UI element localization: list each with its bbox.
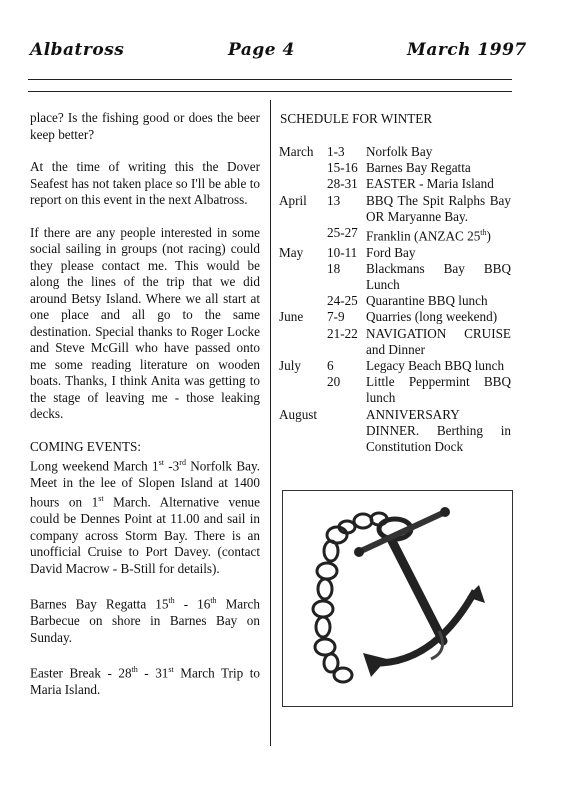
schedule-row [279, 176, 511, 192]
schedule-event: Norfolk Bay [366, 144, 433, 159]
schedule-month: June [279, 309, 304, 325]
page-number: Page 4 [228, 40, 295, 60]
schedule-dates: 6 [327, 358, 334, 374]
schedule-dates: 7-9 [327, 309, 345, 325]
schedule-event: ANNIVERSARY DINNER. Berthing in Constitution Dock [366, 406, 511, 455]
schedule-event: BBQ The Spit Ralphs Bay OR Maryanne Bay. [366, 192, 511, 224]
paragraph-barnes-bay: Barnes Bay Regatta 15th - 16th March Barbecue on shore in Barnes Bay on Sunday. [30, 596, 260, 645]
schedule-dates: 25-27 [327, 225, 358, 241]
anchor-icon [283, 491, 512, 706]
schedule-dates: 28-31 [327, 176, 358, 192]
schedule-month [279, 374, 327, 406]
schedule-event: Franklin (ANZAC 25th) [366, 228, 491, 244]
paragraph-easter: Easter Break - 28th - 31st March Trip to Maria Island. [30, 665, 260, 698]
schedule-event: Blackmans Bay BBQ Lunch [366, 260, 511, 293]
header-rule-top [28, 79, 512, 80]
schedule-month [279, 261, 327, 293]
schedule-month [279, 176, 327, 192]
schedule-dates: 20 [327, 374, 341, 390]
schedule-event: Little Peppermint BBQ lunch [366, 374, 511, 406]
schedule-event: Legacy Beach BBQ lunch [366, 358, 505, 374]
schedule-month [279, 326, 327, 358]
header-rule-bottom [28, 91, 512, 92]
paragraph-social-sailing: If there are any people interested in some social sailing in groups (not racing) could they please contact me. This would be along the lines of the trip that we did around Betsy Island. Where we all start at one place and all go to the same destination. Special thanks to Roger Locke and Steve McGill who have passed onto me some reading literature on wooden boats. Thanks, I think Anita was getting to the stage of leaving me - those leaking decks. [30, 224, 260, 421]
schedule-event: Barnes Bay Regatta [366, 160, 471, 176]
schedule-dates [327, 407, 366, 456]
schedule-month: July [279, 358, 301, 374]
schedule-month [279, 160, 327, 176]
schedule-row [279, 245, 511, 261]
schedule-month: April [279, 192, 307, 208]
schedule-row [279, 225, 511, 245]
left-column [30, 110, 260, 715]
schedule-event: EASTER - Maria Island [366, 176, 494, 192]
schedule-dates: 15-16 [327, 160, 358, 176]
schedule-row [279, 293, 511, 309]
schedule-event: Ford Bay [366, 244, 416, 260]
schedule-dates: 13 [327, 192, 341, 208]
anchor-illustration-frame [282, 490, 513, 707]
schedule-row [279, 160, 511, 176]
schedule-row [279, 193, 511, 225]
schedule-row [279, 326, 511, 358]
schedule-dates: 10-11 [327, 244, 358, 260]
paragraph-fishing: place? Is the fishing good or does the beer keep better? [30, 110, 260, 142]
schedule-event: NAVIGATION CRUISE and Dinner [366, 325, 511, 357]
paragraph-seafest: At the time of writing this the Dover Seafest has not taken place so I'll be able to report on this event in the next Albatross. [30, 159, 260, 207]
schedule-table [279, 144, 511, 455]
schedule-event: Quarries (long weekend) [366, 309, 498, 325]
schedule-row [279, 144, 511, 160]
schedule-dates: 18 [327, 260, 341, 276]
schedule-month: August [279, 406, 318, 422]
schedule-row [279, 407, 511, 456]
schedule-dates: 1-3 [327, 144, 345, 159]
paragraph-long-weekend: Long weekend March 1st -3rd Norfolk Bay. Meet in the lee of Slopen Island at 1400 hours on 1st March. Alternative venue could be Dennes Point at 11.00 and sail in company across Storm Bay. There is an unofficial Cruise to Port Davey. (contact David Macrow - B-Still for details). [30, 458, 260, 576]
schedule-month [279, 293, 327, 309]
schedule-title: SCHEDULE FOR WINTER [280, 111, 433, 126]
schedule-row [279, 261, 511, 293]
schedule-row [279, 309, 511, 325]
column-divider [270, 100, 271, 746]
schedule-dates: 21-22 [327, 325, 358, 341]
schedule-month: March [279, 144, 314, 159]
issue-date: March 1997 [407, 40, 527, 60]
schedule-month [279, 225, 327, 245]
schedule-event: Quarantine BBQ lunch [366, 293, 488, 309]
schedule-month: May [279, 244, 304, 260]
coming-events-heading: COMING EVENTS: [30, 438, 141, 454]
newsletter-name: Albatross [30, 40, 125, 60]
schedule-dates: 24-25 [327, 293, 358, 309]
schedule-row [279, 358, 511, 374]
schedule-row [279, 374, 511, 406]
